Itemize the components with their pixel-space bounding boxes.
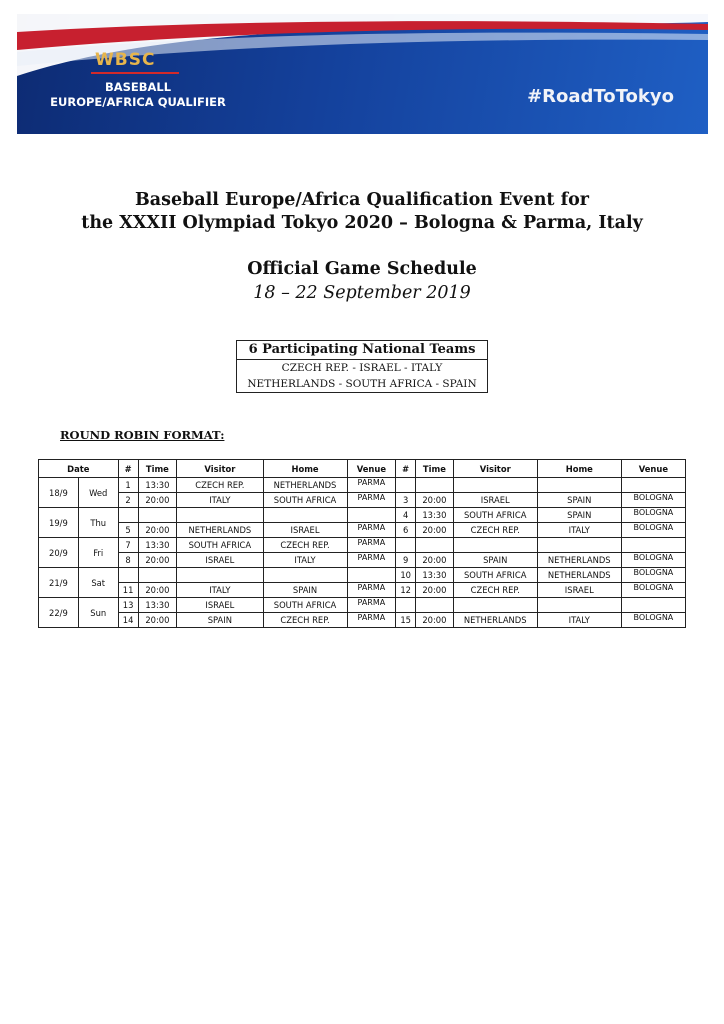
home-cell: ITALY xyxy=(537,523,621,538)
table-header-row xyxy=(39,460,686,478)
time-cell: 20:00 xyxy=(416,613,454,628)
game-number-cell: 4 xyxy=(396,508,416,523)
venue-cell: BOLOGNA xyxy=(621,583,685,598)
participating-teams-box xyxy=(236,340,488,393)
game-number-cell: 13 xyxy=(118,598,138,613)
venue-cell: PARMA xyxy=(347,553,396,568)
home-cell: NETHERLANDS xyxy=(537,568,621,583)
header-cell: Visitor xyxy=(453,460,537,478)
time-cell: 13:30 xyxy=(138,478,177,493)
visitor-cell: ISRAEL xyxy=(177,553,263,568)
header-cell: # xyxy=(118,460,138,478)
venue-cell xyxy=(621,478,685,493)
day-cell: Sat xyxy=(78,568,118,598)
home-cell: SPAIN xyxy=(537,508,621,523)
date-cell: 22/9 xyxy=(39,598,79,628)
table-row xyxy=(39,553,686,568)
time-cell: 13:30 xyxy=(416,508,454,523)
day-cell: Sun xyxy=(78,598,118,628)
home-cell xyxy=(263,508,347,523)
game-number-cell: 14 xyxy=(118,613,138,628)
venue-cell: PARMA xyxy=(347,538,396,553)
time-cell xyxy=(138,508,177,523)
visitor-cell: NETHERLANDS xyxy=(177,523,263,538)
time-cell: 20:00 xyxy=(416,523,454,538)
time-cell: 13:30 xyxy=(416,568,454,583)
venue-cell: PARMA xyxy=(347,493,396,508)
game-number-cell: 2 xyxy=(118,493,138,508)
home-cell: ITALY xyxy=(263,553,347,568)
teams-header: 6 Participating National Teams xyxy=(237,341,487,360)
header-cell: Home xyxy=(537,460,621,478)
game-number-cell: 6 xyxy=(396,523,416,538)
header-cell: Home xyxy=(263,460,347,478)
game-number-cell: 5 xyxy=(118,523,138,538)
format-label: ROUND ROBIN FORMAT: xyxy=(60,428,225,442)
visitor-cell xyxy=(453,598,537,613)
visitor-cell: CZECH REP. xyxy=(177,478,263,493)
visitor-cell: ITALY xyxy=(177,493,263,508)
time-cell xyxy=(416,478,454,493)
date-cell: 19/9 xyxy=(39,508,79,538)
date-cell: 18/9 xyxy=(39,478,79,508)
time-cell: 13:30 xyxy=(138,598,177,613)
game-number-cell xyxy=(396,598,416,613)
teams-row: CZECH REP. - ISRAEL - ITALY xyxy=(281,362,443,374)
table-row xyxy=(39,493,686,508)
time-cell: 20:00 xyxy=(416,553,454,568)
hashtag: #RoadToTokyo xyxy=(527,86,674,107)
venue-cell xyxy=(621,538,685,553)
home-cell: SOUTH AFRICA xyxy=(263,493,347,508)
banner-subtitle-line2: EUROPE/AFRICA QUALIFIER xyxy=(50,95,226,109)
venue-cell xyxy=(347,508,396,523)
game-number-cell xyxy=(118,568,138,583)
venue-cell xyxy=(347,568,396,583)
game-number-cell: 11 xyxy=(118,583,138,598)
visitor-cell xyxy=(453,538,537,553)
visitor-cell: ITALY xyxy=(177,583,263,598)
visitor-cell: ISRAEL xyxy=(177,598,263,613)
table-row xyxy=(39,538,686,553)
time-cell: 20:00 xyxy=(138,523,177,538)
header-cell: Visitor xyxy=(177,460,263,478)
time-cell: 20:00 xyxy=(416,493,454,508)
game-number-cell: 10 xyxy=(396,568,416,583)
home-cell: SPAIN xyxy=(537,493,621,508)
time-cell xyxy=(138,568,177,583)
home-cell xyxy=(263,568,347,583)
header-cell: Date xyxy=(39,460,119,478)
venue-cell: PARMA xyxy=(347,598,396,613)
logo-underline xyxy=(91,72,179,74)
home-cell: ITALY xyxy=(537,613,621,628)
day-cell: Wed xyxy=(78,478,118,508)
time-cell xyxy=(416,598,454,613)
home-cell xyxy=(537,598,621,613)
home-cell: ISRAEL xyxy=(263,523,347,538)
table-row xyxy=(39,583,686,598)
time-cell: 20:00 xyxy=(416,583,454,598)
home-cell: SPAIN xyxy=(263,583,347,598)
event-title-line2: the XXXII Olympiad Tokyo 2020 – Bologna & Parma, Italy xyxy=(81,213,643,233)
venue-cell: PARMA xyxy=(347,583,396,598)
venue-cell: PARMA xyxy=(347,523,396,538)
visitor-cell: SOUTH AFRICA xyxy=(177,538,263,553)
date-cell: 20/9 xyxy=(39,538,79,568)
header-cell: Time xyxy=(138,460,177,478)
time-cell: 13:30 xyxy=(138,538,177,553)
game-number-cell: 9 xyxy=(396,553,416,568)
venue-cell: BOLOGNA xyxy=(621,493,685,508)
table-row xyxy=(39,568,686,583)
banner-swoosh-graphic xyxy=(17,14,708,134)
day-cell: Thu xyxy=(78,508,118,538)
teams-row: NETHERLANDS - SOUTH AFRICA - SPAIN xyxy=(247,378,477,390)
schedule-title: Official Game Schedule xyxy=(247,259,477,279)
home-cell xyxy=(537,478,621,493)
visitor-cell xyxy=(177,508,263,523)
date-cell: 21/9 xyxy=(39,568,79,598)
event-title-line1: Baseball Europe/Africa Qualification Event for xyxy=(134,190,590,210)
home-cell: SOUTH AFRICA xyxy=(263,598,347,613)
banner-subtitle-line1: BASEBALL xyxy=(104,80,172,94)
time-cell xyxy=(416,538,454,553)
game-number-cell: 3 xyxy=(396,493,416,508)
venue-cell: PARMA xyxy=(347,478,396,493)
home-cell: NETHERLANDS xyxy=(537,553,621,568)
wbsc-logo: WBSC xyxy=(95,50,156,70)
table-row xyxy=(39,478,686,493)
visitor-cell xyxy=(453,478,537,493)
game-number-cell: 7 xyxy=(118,538,138,553)
home-cell: NETHERLANDS xyxy=(263,478,347,493)
header-cell: Venue xyxy=(621,460,685,478)
schedule-dates: 18 – 22 September 2019 xyxy=(253,283,471,303)
game-number-cell: 15 xyxy=(396,613,416,628)
venue-cell xyxy=(621,598,685,613)
time-cell: 20:00 xyxy=(138,613,177,628)
visitor-cell: SPAIN xyxy=(453,553,537,568)
visitor-cell: SOUTH AFRICA xyxy=(453,568,537,583)
home-cell: ISRAEL xyxy=(537,583,621,598)
game-number-cell xyxy=(396,478,416,493)
venue-cell: BOLOGNA xyxy=(621,523,685,538)
time-cell: 20:00 xyxy=(138,583,177,598)
visitor-cell: SOUTH AFRICA xyxy=(453,508,537,523)
venue-cell: PARMA xyxy=(347,613,396,628)
home-cell: CZECH REP. xyxy=(263,538,347,553)
visitor-cell: SPAIN xyxy=(177,613,263,628)
venue-cell: BOLOGNA xyxy=(621,613,685,628)
game-number-cell: 12 xyxy=(396,583,416,598)
table-row xyxy=(39,523,686,538)
game-number-cell: 8 xyxy=(118,553,138,568)
table-row xyxy=(39,613,686,628)
game-number-cell: 1 xyxy=(118,478,138,493)
game-number-cell xyxy=(396,538,416,553)
visitor-cell: CZECH REP. xyxy=(453,583,537,598)
visitor-cell: NETHERLANDS xyxy=(453,613,537,628)
table-row xyxy=(39,508,686,523)
visitor-cell: CZECH REP. xyxy=(453,523,537,538)
visitor-cell xyxy=(177,568,263,583)
header-banner xyxy=(17,14,708,134)
time-cell: 20:00 xyxy=(138,553,177,568)
table-row xyxy=(39,598,686,613)
schedule-table xyxy=(38,459,686,628)
venue-cell: BOLOGNA xyxy=(621,568,685,583)
header-cell: Venue xyxy=(347,460,396,478)
home-cell xyxy=(537,538,621,553)
venue-cell: BOLOGNA xyxy=(621,508,685,523)
home-cell: CZECH REP. xyxy=(263,613,347,628)
day-cell: Fri xyxy=(78,538,118,568)
header-cell: # xyxy=(396,460,416,478)
visitor-cell: ISRAEL xyxy=(453,493,537,508)
venue-cell: BOLOGNA xyxy=(621,553,685,568)
game-number-cell xyxy=(118,508,138,523)
header-cell: Time xyxy=(416,460,454,478)
time-cell: 20:00 xyxy=(138,493,177,508)
